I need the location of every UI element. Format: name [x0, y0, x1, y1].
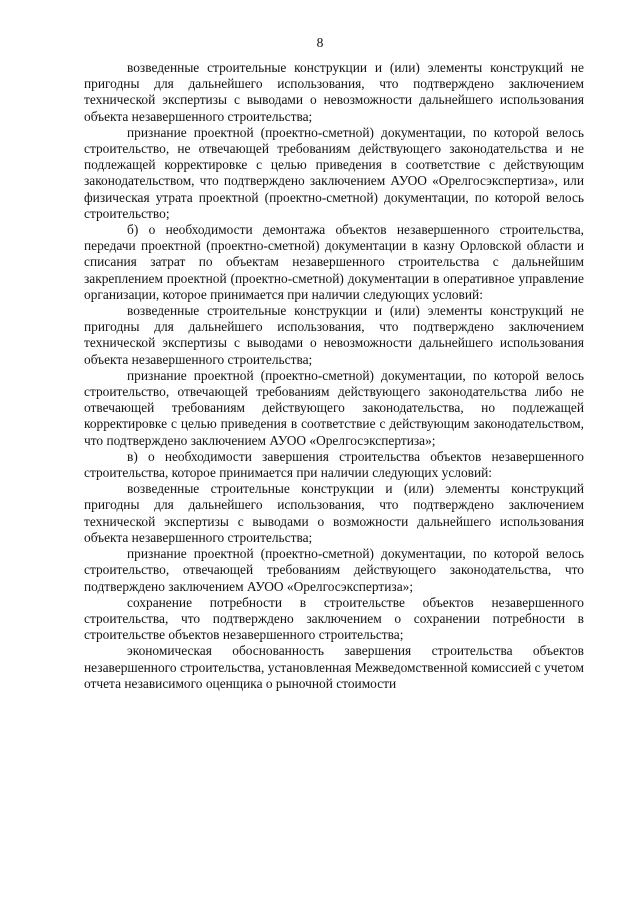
- paragraph: возведенные строительные конструкции и (или) элементы конструкций не пригодны для дальнейшего использования, что подтверждено заключением технической экспертизы с выводами о невозможности дальнейшего использования объекта незавершенного строительства;: [84, 303, 584, 367]
- paragraph: признание проектной (проектно-сметной) документации, по которой велось строительство, отвечающей требованиям действующего законодательства, что подтверждено заключением АУОО «Орелгосэкспертиза»;: [84, 546, 584, 594]
- page-number: 8: [316, 35, 324, 50]
- paragraph: возведенные строительные конструкции и (или) элементы конструкций не пригодны для дальнейшего использования, что подтверждено заключением технической экспертизы с выводами о невозможности дальнейшего использования объекта незавершенного строительства;: [84, 60, 584, 124]
- paragraph: признание проектной (проектно-сметной) документации, по которой велось строительство, отвечающей требованиям действующего законодательства либо не отвечающей требованиям действующего законодательства, но подлежащей корректировке с целью приведения в соответствие с действующим законодательством, что подтверждено заключением АУОО «Орелгосэкспертиза»;: [84, 367, 584, 448]
- paragraph: возведенные строительные конструкции и (или) элементы конструкций пригодны для дальнейшего использования, что подтверждено заключением технической экспертизы с выводами о возможности дальнейшего использования объекта незавершенного строительства;: [84, 481, 584, 545]
- paragraph: экономическая обоснованность завершения строительства объектов незавершенного строительства, установленная Межведомственной комиссией с учетом отчета независимого оценщика о рыночной стоимости: [84, 643, 584, 691]
- document-body: [84, 60, 584, 692]
- paragraph: признание проектной (проектно-сметной) документации, по которой велось строительство, не отвечающей требованиям действующего законодательства и не подлежащей корректировке с целью приведения в соответствие с действующим законодательством, что подтверждено заключением АУОО «Орелгосэкспертиза», или физическая утрата проектной (проектно-сметной) документации, по которой велось строительство;: [84, 124, 584, 221]
- paragraph: б) о необходимости демонтажа объектов незавершенного строительства, передачи проектной (проектно-сметной) документации в казну Орловской области и списания затрат по объектам незавершенного строительства с дальнейшим закреплением проектной (проектно-сметной) документации в оперативное управление организации, которое принимается при наличии следующих условий:: [84, 222, 584, 302]
- paragraph: в) о необходимости завершения строительства объектов незавершенного строительства, которое принимается при наличии следующих условий:: [84, 448, 584, 481]
- paragraph: сохранение потребности в строительстве объектов незавершенного строительства, что подтверждено заключением о сохранении потребности в строительстве объектов незавершенного строительства;: [84, 594, 584, 643]
